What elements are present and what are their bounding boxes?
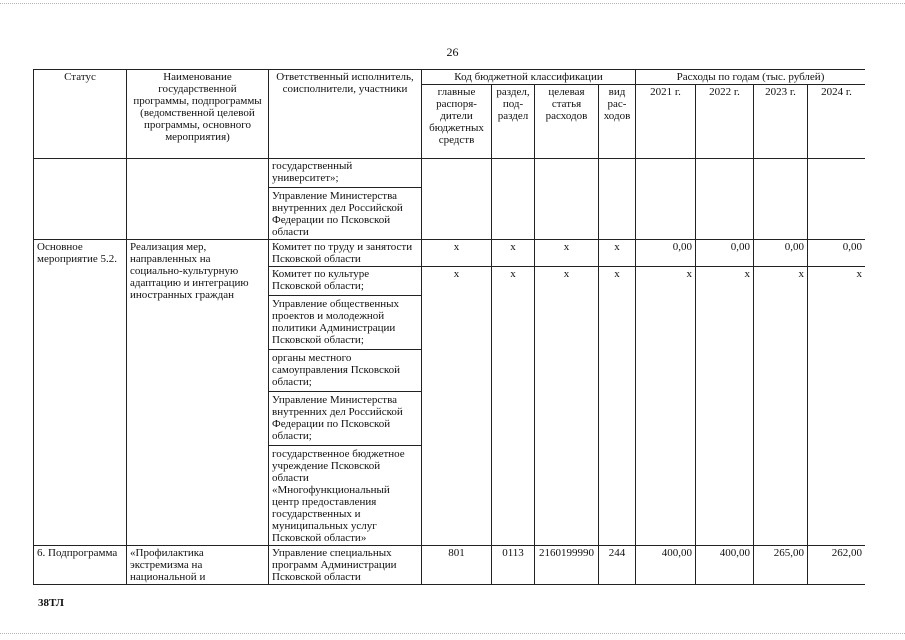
cell-csr: х	[535, 267, 599, 546]
cell-2022: х	[696, 267, 754, 546]
header-grbs: главные распоря-дители бюджетных средств	[422, 85, 492, 159]
page-number: 26	[446, 45, 459, 59]
cell-2024: х	[808, 267, 865, 546]
executor-item: государственное бюджетное учреждение Псковской области «Многофункциональный центр предоставления государственных и муниципальных услуг Псковской области»	[269, 445, 421, 544]
cell-2021	[636, 159, 696, 240]
header-2023: 2023 г.	[754, 85, 808, 159]
cell-status: Основное мероприятие 5.2.	[34, 240, 127, 546]
cell-vr: 244	[599, 546, 636, 585]
scan-edge-bottom	[0, 633, 905, 634]
cell-executor: Управление специальных программ Администрации Псковской области	[269, 546, 422, 585]
cell-razdel: 0113	[492, 546, 535, 585]
cell-2023: х	[754, 267, 808, 546]
header-razdel: раздел, под-раздел	[492, 85, 535, 159]
header-name: Наименование государственной программы, подпрограммы (ведомственной целевой программы, основного мероприятия)	[127, 70, 269, 159]
cell-status: 6. Подпрограмма	[34, 546, 127, 585]
budget-table	[33, 69, 865, 585]
table-row-6	[34, 546, 866, 585]
table-row-continuation	[34, 159, 866, 240]
cell-executors	[269, 267, 422, 546]
header-bcc-group: Код бюджетной классификации	[422, 70, 636, 85]
cell-2024: 0,00	[808, 240, 865, 267]
cell-vr	[599, 159, 636, 240]
header-csr: целевая статья расходов	[535, 85, 599, 159]
cell-2023	[754, 159, 808, 240]
cell-csr: 2160199990	[535, 546, 599, 585]
cell-vr: х	[599, 267, 636, 546]
cell-executors	[269, 159, 422, 240]
executor-item: органы местного самоуправления Псковской области;	[269, 349, 421, 388]
cell-razdel: х	[492, 267, 535, 546]
cell-2022: 400,00	[696, 546, 754, 585]
header-2021: 2021 г.	[636, 85, 696, 159]
cell-2023: 265,00	[754, 546, 808, 585]
cell-razdel	[492, 159, 535, 240]
header-executor: Ответственный исполнитель, соисполнители, участники	[269, 70, 422, 159]
scan-edge-top	[0, 3, 905, 4]
cell-2022: 0,00	[696, 240, 754, 267]
budget-table-container	[33, 69, 865, 592]
cell-vr: х	[599, 240, 636, 267]
cell-2023: 0,00	[754, 240, 808, 267]
cell-grbs: х	[422, 240, 492, 267]
header-vr: вид рас-ходов	[599, 85, 636, 159]
cell-grbs	[422, 159, 492, 240]
cell-2024	[808, 159, 865, 240]
cell-status	[34, 159, 127, 240]
header-status: Статус	[34, 70, 127, 159]
executor-item: Управление Министерства внутренних дел Российской Федерации по Псковской области	[269, 187, 421, 238]
table-row-5-2-a	[34, 240, 866, 267]
cell-2021: х	[636, 267, 696, 546]
header-2024: 2024 г.	[808, 85, 865, 159]
cell-2021: 0,00	[636, 240, 696, 267]
executor-item: Управление Министерства внутренних дел Российской Федерации по Псковской области;	[269, 391, 421, 442]
executor-item: государственный университет»;	[272, 160, 353, 184]
cell-2021: 400,00	[636, 546, 696, 585]
executor-item: Комитет по культуре Псковской области;	[272, 268, 370, 292]
cell-grbs: х	[422, 267, 492, 546]
footer-code: 38ТЛ	[38, 597, 64, 609]
cell-csr	[535, 159, 599, 240]
cell-name	[127, 159, 269, 240]
cell-razdel: х	[492, 240, 535, 267]
cell-csr: х	[535, 240, 599, 267]
header-row-1	[34, 70, 866, 85]
cell-name: Реализация мер, направленных на социально-культурную адаптацию и интеграцию иностранных граждан	[127, 240, 269, 546]
cell-grbs: 801	[422, 546, 492, 585]
header-2022: 2022 г.	[696, 85, 754, 159]
header-expenses-group: Расходы по годам (тыс. рублей)	[636, 70, 865, 85]
cell-2024: 262,00	[808, 546, 865, 585]
cell-name: «Профилактика экстремизма на национальной и	[127, 546, 269, 585]
cell-executor: Комитет по труду и занятости Псковской области	[269, 240, 422, 267]
executor-item: Управление общественных проектов и молодежной политики Администрации Псковской области;	[269, 295, 421, 346]
cell-2022	[696, 159, 754, 240]
